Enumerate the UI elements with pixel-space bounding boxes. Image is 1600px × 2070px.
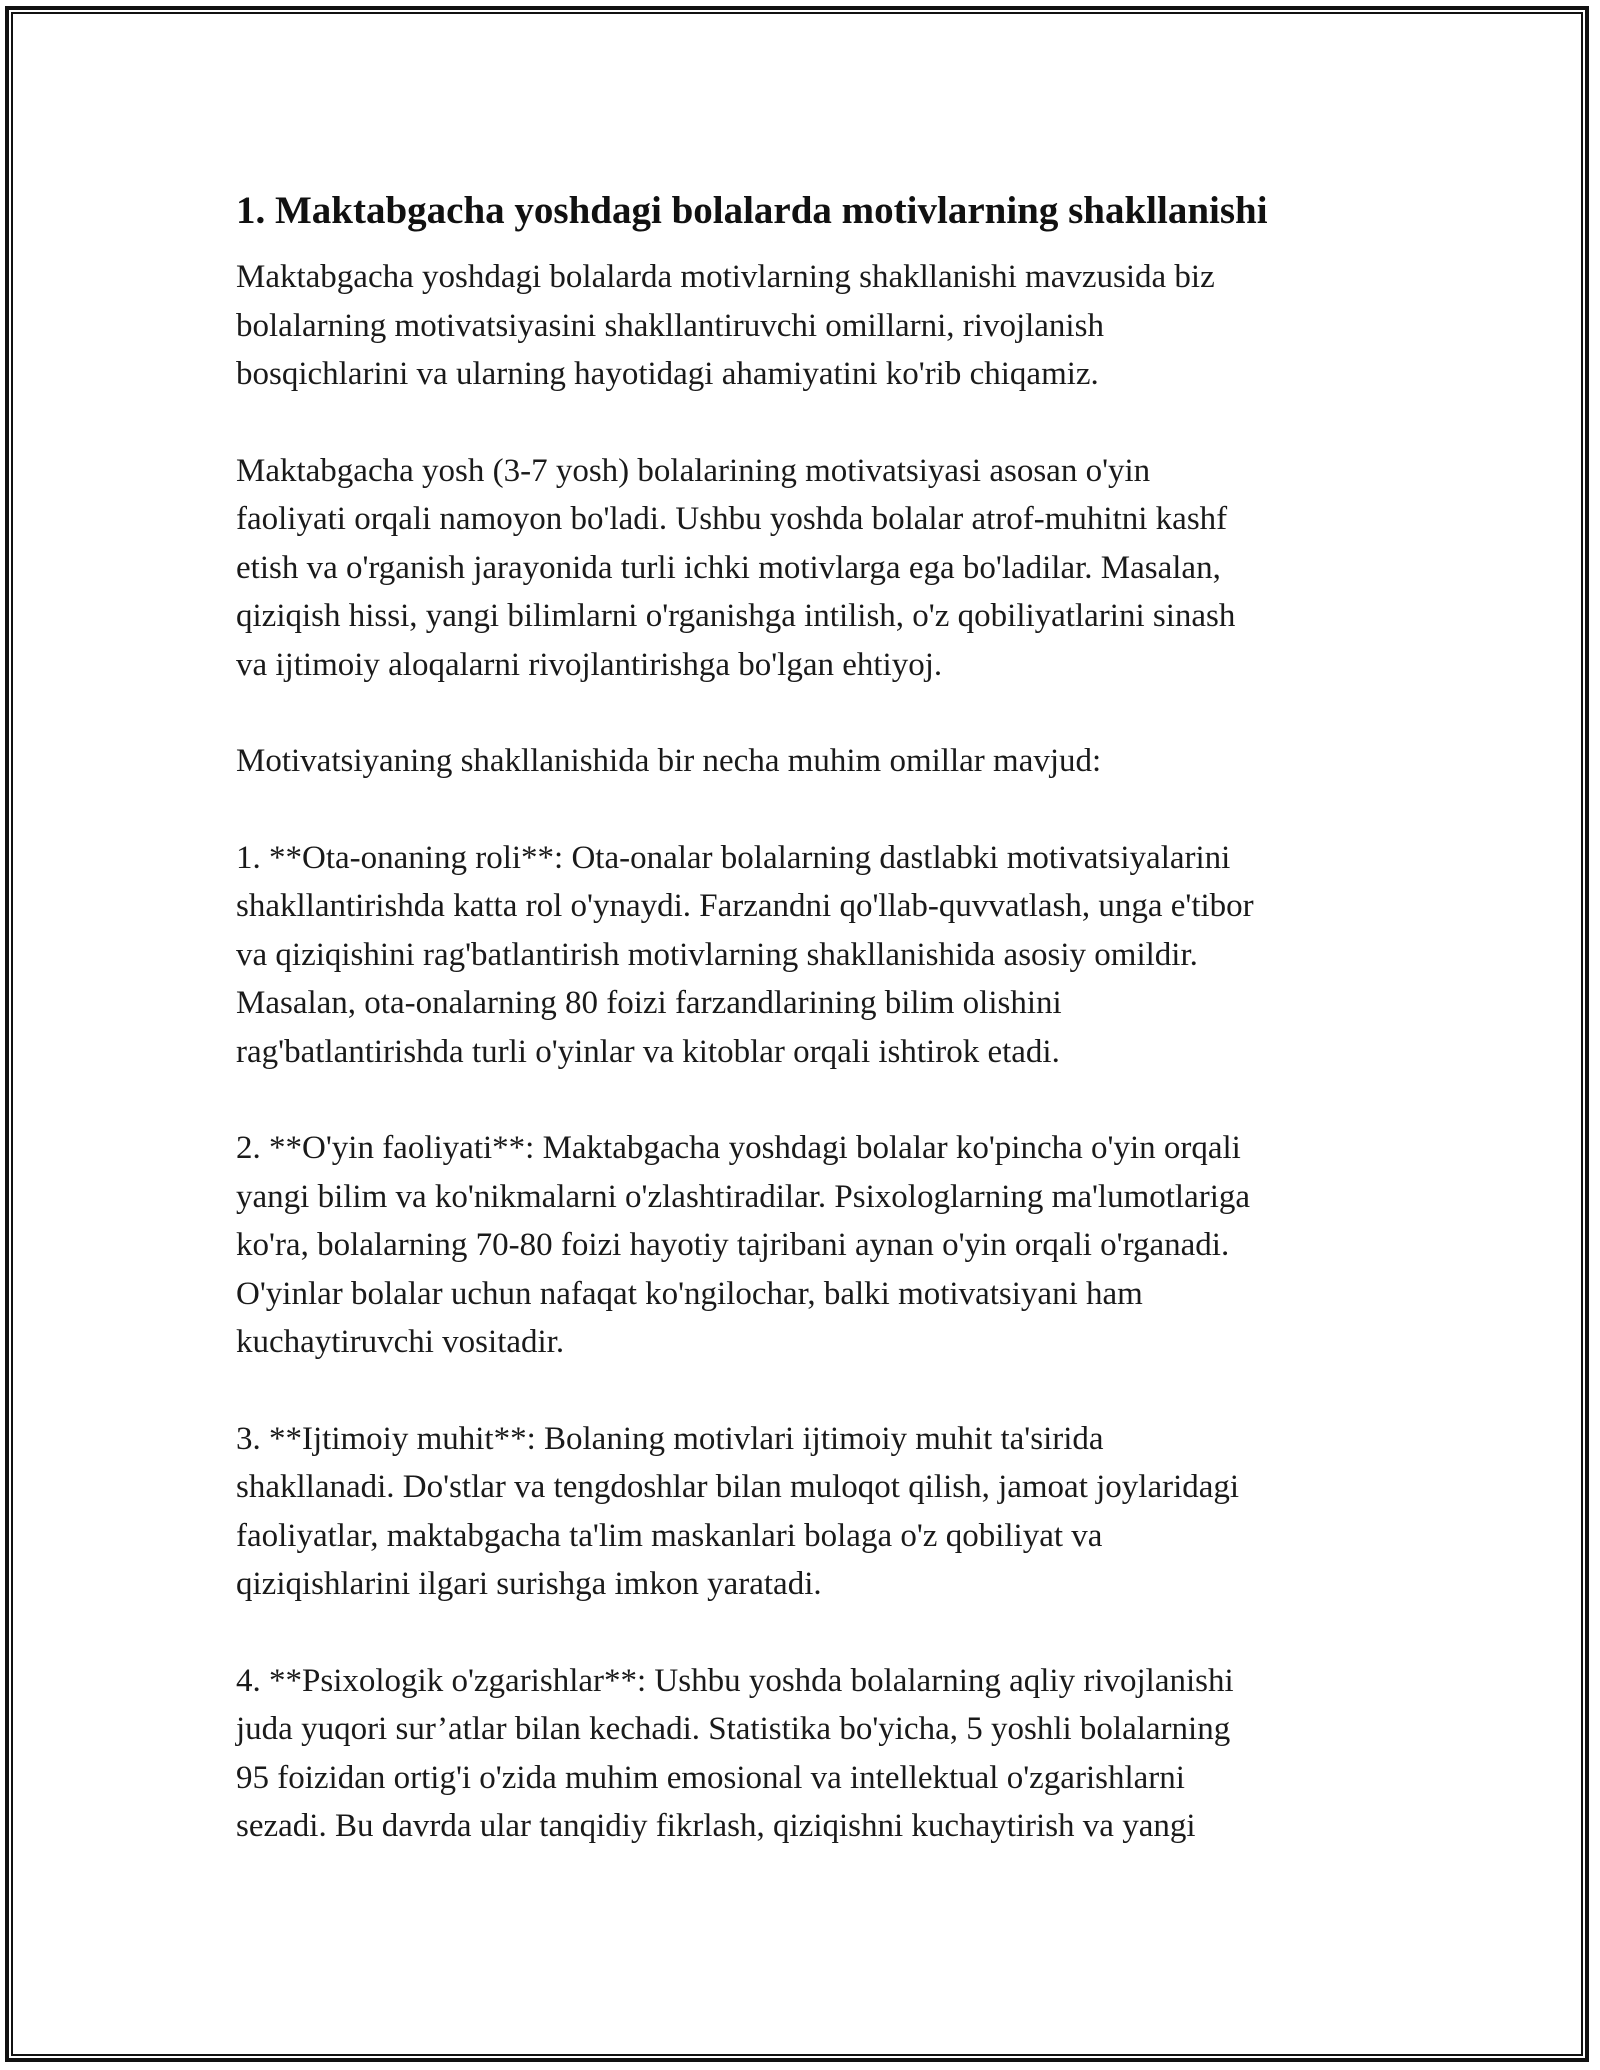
list-item-play-activity: 2. **O'yin faoliyati**: Maktabgacha yoshdagi bolalar ko'pincha o'yin orqali yangi bilim va ko'nikmalarni o'zlashtiradilar. Psixologlarning ma'lumotlariga ko'ra, bolalarning 70-80 foizi hayotiy tajribani aynan o'yin orqali o'rganadi. O'yinlar bolalar uchun nafaqat ko'ngilochar, balki motivatsiyani ham kuchaytiruvchi vositadir. [236, 1130, 1251, 1360]
document-body [236, 186, 1372, 1851]
list-item-parents-role: 1. **Ota-onaning roli**: Ota-onalar bolalarning dastlabki motivatsiyalarini shakllantirishda katta rol o'ynaydi. Farzandni qo'llab-quvvatlash, unga e'tibor va qiziqishini rag'batlantirish motivlarning shakllanishida asosiy omildir. Masalan, ota-onalarning 80 foizi farzandlarining bilim olishini rag'batlantirishda turli o'yinlar va kitoblar orqali ishtirok etadi. [236, 839, 1254, 1070]
document-title: 1. Maktabgacha yoshdagi bolalarda motivlarning shakllanishi [236, 189, 1268, 232]
list-item-psychological-changes: 4. **Psixologik o'zgarishlar**: Ushbu yoshda bolalarning aqliy rivojlanishi juda yuqori sur’atlar bilan kechadi. Statistika bo'yicha, 5 yoshli bolalarning 95 foizidan ortig'i o'zida muhim emosional va intellektual o'zgarishlarni sezadi. Bu davrda ular tanqidiy fikrlash, qiziqishni kuchaytirish va yangi [236, 1662, 1234, 1844]
paragraph-intro: Maktabgacha yoshdagi bolalarda motivlarning shakllanishi mavzusida biz bolalarning motivatsiyasini shakllantiruvchi omillarni, rivojlanish bosqichlarini va ularning hayotidagi ahamiyatini ko'rib chiqamiz. [236, 259, 1215, 392]
list-item-social-environment: 3. **Ijtimoiy muhit**: Bolaning motivlari ijtimoiy muhit ta'sirida shakllanadi. Do'stlar va tengdoshlar bilan muloqot qilish, jamoat joylaridagi faoliyatlar, maktabgacha ta'lim maskanlari bolaga o'z qobiliyat va qiziqishlarini ilgari surishga imkon yaratadi. [236, 1420, 1240, 1602]
paragraph-factors-intro: Motivatsiyaning shakllanishida bir necha muhim omillar mavjud: [236, 743, 1102, 779]
paragraph-preschool-motivation: Maktabgacha yosh (3-7 yosh) bolalarining motivatsiyasi asosan o'yin faoliyati orqali namoyon bo'ladi. Ushbu yoshda bolalar atrof-muhitni kashf etish va o'rganish jarayonida turli ichki motivlarga ega bo'ladilar. Masalan, qiziqish hissi, yangi bilimlarni o'rganishga intilish, o'z qobiliyatlarini sinash va ijtimoiy aloqalarni rivojlantirishga bo'lgan ehtiyoj. [236, 452, 1236, 683]
